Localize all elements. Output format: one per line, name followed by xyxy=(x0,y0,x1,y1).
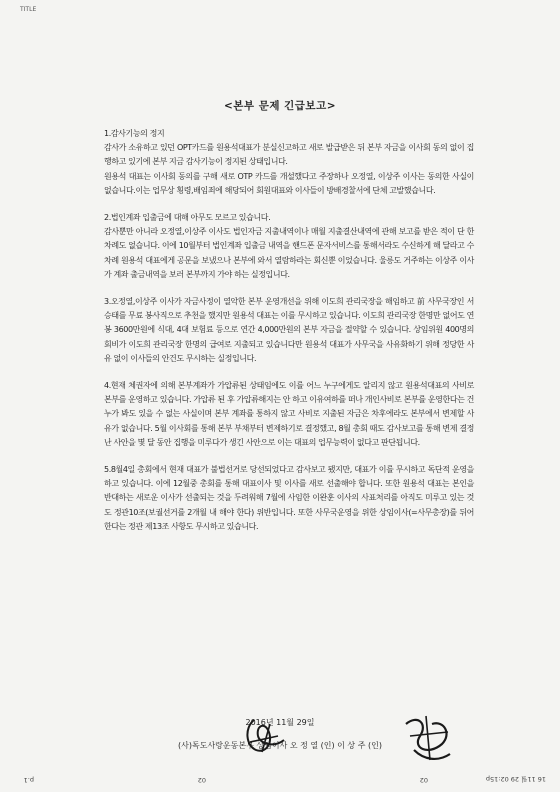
fax-timestamp: 16 11월 29 02:15p xyxy=(485,775,546,783)
signature-line: (사)독도사랑운동본부 상임이사 오 정 열 (인) 이 상 주 (인) xyxy=(178,741,382,750)
fax-code-mid: 02 xyxy=(197,776,206,784)
section-paragraph: 원용석 대표는 이사회 동의를 구해 새로 OTP 카드를 개설했다고 주장하나 오정열, 이상주 이사는 동의한 사실이 없습니다.이는 업무상 횡령,배임죄에 해당되어 회원대표와 이사들이 방배경찰서에 단체 고발했습니다. xyxy=(104,171,474,195)
section-heading: 2.법인계좌 입출금에 대해 아무도 모르고 있습니다. xyxy=(104,213,271,223)
fax-header-mark: TITLE xyxy=(20,6,37,13)
section-paragraph: 감사뿐만 아니라 오정열,이상주 이사도 법인자금 지출내역이나 매월 지출결산내역에 관해 보고를 받은 적이 단 한 차례도 없습니다. 이에 10월부터 법인계좌 입출금 내역을 핸드폰 문자서비스를 통해서라도 수신하게 해 달라고 수차례 원용석 대표에게 공문을 보냈으나 본부에 와서 열람하라는 회신뿐 이었습니다. 울릉도 거주하는 이상주 이사가 계좌 출금내역을 보러 본부까지 가야 하는 실정입니다. xyxy=(104,227,474,279)
section-5 xyxy=(104,463,474,534)
report-body xyxy=(104,127,474,547)
section-3 xyxy=(104,295,474,366)
signature-lee-sang-ju xyxy=(398,710,456,766)
section-heading: 1.감사기능의 정지 xyxy=(104,129,165,138)
section-4 xyxy=(104,379,474,450)
section-2 xyxy=(104,211,474,282)
section-paragraph: 5.8월4일 총회에서 현재 대표가 불법선거로 당선되었다고 감사보고 됐지만, 대표가 이를 무시하고 독단적 운영을 하고 있습니다. 이에 12월중 총회를 통해 대표이사 및 이사를 새로 선출해야 합니다. 또한 원용석 대표는 본인을 반대하는 새로운 이사가 선출되는 것을 두려워해 7월에 사임한 이완훈 이사의 사표처리를 아직도 미루고 있는 것도 정관10조(보궐선거를 2개월 내 해야 한다) 위반입니다. 또한 사무국운영을 위한 상임이사(=사무총장)를 뒤어한다는 정관 제13조 사항도 무시하고 있습니다. xyxy=(104,465,474,531)
section-1 xyxy=(104,127,474,198)
signature-oh-jeong-yeol xyxy=(240,712,290,762)
fax-page-number: p.1 xyxy=(23,776,34,784)
fax-code-right: 02 xyxy=(419,776,428,784)
fax-footer xyxy=(14,772,546,784)
section-paragraph: 4.현재 체권자에 의해 본부계좌가 가압류된 상태임에도 이를 어느 누구에게도 알리지 않고 원용석대표의 사비로 본부를 운영하고 있습니다. 가압류 된 후 가압류해지는 안 하고 이유여하를 떠나 개인사비로 본부를 운영한다는 건 누가 봐도 있을 수 없는 사실이며 본부 계좌를 통하지 않고 사비로 지출된 자금은 차후에라도 본부에서 변제할 사유가 없습니다. 5월 이사회를 통해 본부 부채부터 변제하기로 결정했고, 8월 총회 때도 감사보고를 통해 변제 결정 난 사안을 몇 달 동안 집행을 미루다가 생긴 사안으로 이는 대표의 업무능력이 없다고 판단됩니다. xyxy=(104,381,474,447)
section-paragraph: 감사가 소유하고 있던 OPT카드를 원용석대표가 분실신고하고 새로 발급받은 뒤 본부 자금을 이사회 동의 없이 집행하고 있기에 본부 지금 감사기능이 정지된 상태입니다. xyxy=(104,143,474,167)
page-title: <본부 문제 긴급보고> xyxy=(223,100,337,112)
section-paragraph: 3.오정열,이상주 이사가 자금사정이 열악한 본부 운영개선을 위해 이도희 관리국장을 해임하고 前 사무국장인 서승태를 무료 봉사직으로 추천을 했지만 원용석 대표는 이를 무시하고 있습니다. 이도희 관리국장 한명만 없어도 연봉 3600만원에 식대, 4대 보험료 등으로 연간 4,000만원의 본부 자금을 절약할 수 있습니다. 상임위원 400명의 회비가 이도희 관리국장 한명의 급여로 지출되고 있습니다만 원용석 대표가 사무국을 사유화하기 위해 정당한 사유 없이 이사들의 안건도 무시하는 실정입니다. xyxy=(104,297,474,363)
report-date: 2016년 11월 29일 xyxy=(245,718,315,727)
